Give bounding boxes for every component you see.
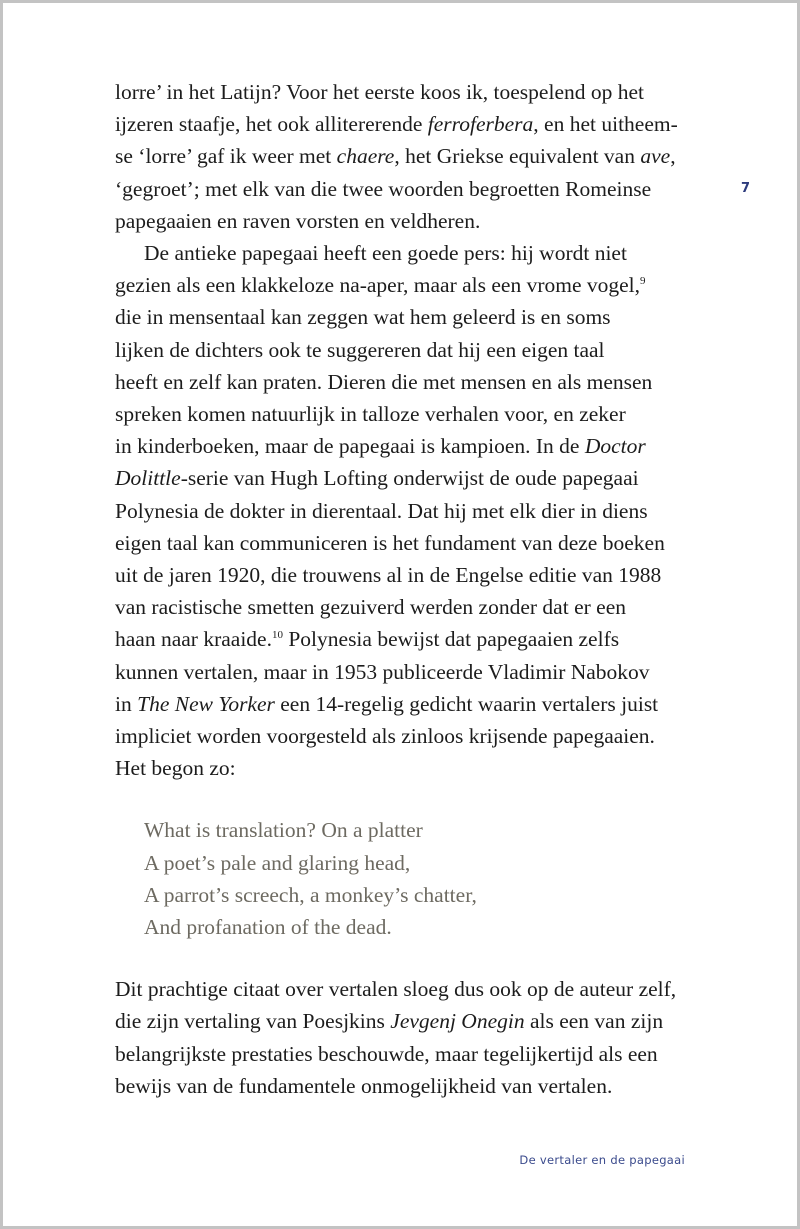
italic-title-doctor: Doctor <box>584 434 646 459</box>
text-line: eigen taal kan communiceren is het fundament van deze boeken <box>115 530 665 555</box>
text-line: De antieke papegaai heeft een goede pers: hij wordt niet <box>144 241 627 266</box>
text-line: lorre’ in het Latijn? Voor het eerste koos ik, toespelend op het <box>115 80 644 104</box>
text-line: bewijs van de fundamentele onmogelijkheid van vertalen. <box>115 1073 613 1098</box>
paragraph-2 <box>115 237 695 784</box>
text-line: uit de jaren 1920, die trouwens al in de Engelse editie van 1988 <box>115 563 662 588</box>
text-line: Polynesia de dokter in dierentaal. Dat hij met elk dier in diens <box>115 498 648 523</box>
text-line: lijken de dichters ook te suggereren dat hij een eigen taal <box>115 337 605 362</box>
italic-title-new-yorker: The New Yorker <box>137 691 275 716</box>
text-line: kunnen vertalen, maar in 1953 publiceerde Vladimir Nabokov <box>115 659 650 684</box>
text-line: impliciet worden voorgesteld als zinloos krijsende papegaaien. <box>115 724 655 749</box>
paragraph-1 <box>115 76 695 237</box>
italic-term-ferroferbera: ferroferbera <box>427 112 534 137</box>
text-line: Dit prachtige citaat over vertalen sloeg dus ook op de auteur zelf, <box>115 977 677 1002</box>
poem-line: A parrot’s screech, a monkey’s chatter, <box>144 882 477 907</box>
text-line: Dolittle-serie van Hugh Lofting onderwijst de oude papegaai <box>115 466 639 491</box>
running-footer: De vertaler en de papegaai <box>519 1153 685 1167</box>
text-line: in The New Yorker een 14-regelig gedicht waarin vertalers juist <box>115 691 659 716</box>
footnote-marker-9[interactable]: 9 <box>640 275 646 288</box>
italic-title-dolittle: Dolittle <box>115 466 181 491</box>
text-line: in kinderboeken, maar de papegaai is kampioen. In de Doctor <box>115 434 646 459</box>
text-line: die in mensentaal kan zeggen wat hem geleerd is en soms <box>115 305 611 330</box>
text-line: belangrijkste prestaties beschouwde, maar tegelijkertijd als een <box>115 1041 658 1066</box>
poem-line: And profanation of the dead. <box>144 915 392 940</box>
italic-term-chaere: chaere <box>336 144 395 169</box>
footnote-marker-10[interactable]: 10 <box>271 629 283 642</box>
text-line: van racistische smetten gezuiverd werden zonder dat er een <box>115 595 626 620</box>
poem-line: What is translation? On a platter <box>144 818 423 843</box>
text-line: Het begon zo: <box>115 756 236 781</box>
page-number: 7 <box>741 181 751 196</box>
body-text <box>115 76 695 1102</box>
text-line: gezien als een klakkeloze na-aper, maar als een vrome vogel,$^9$ <box>115 273 646 298</box>
poem-line: A poet’s pale and glaring head, <box>144 850 411 875</box>
text-line: spreken komen natuurlijk in talloze verhalen voor, en zeker <box>115 402 626 427</box>
italic-title-jevgenj-onegin: Jevgenj Onegin <box>390 1009 525 1034</box>
text-line: heeft en zelf kan praten. Dieren die met mensen en als mensen <box>115 369 653 394</box>
italic-term-ave: ave <box>640 144 671 169</box>
text-line: ijzeren staafje, het ook allitererende ferroferbera, en het uitheem- <box>115 112 678 137</box>
paragraph-3 <box>115 973 695 1102</box>
text-line: ‘gegroet’; met elk van die twee woorden begroetten Romeinse <box>115 176 652 201</box>
text-line: haan naar kraaide.$^{10}$ Polynesia bewijst dat papegaaien zelfs <box>115 627 620 652</box>
poem-quote <box>115 814 695 943</box>
text-line: se ‘lorre’ gaf ik weer met chaere, het Griekse equivalent van ave, <box>115 144 676 169</box>
text-line: papegaaien en raven vorsten en veldheren. <box>115 208 481 233</box>
text-line: die zijn vertaling van Poesjkins Jevgenj Onegin als een van zijn <box>115 1009 664 1034</box>
